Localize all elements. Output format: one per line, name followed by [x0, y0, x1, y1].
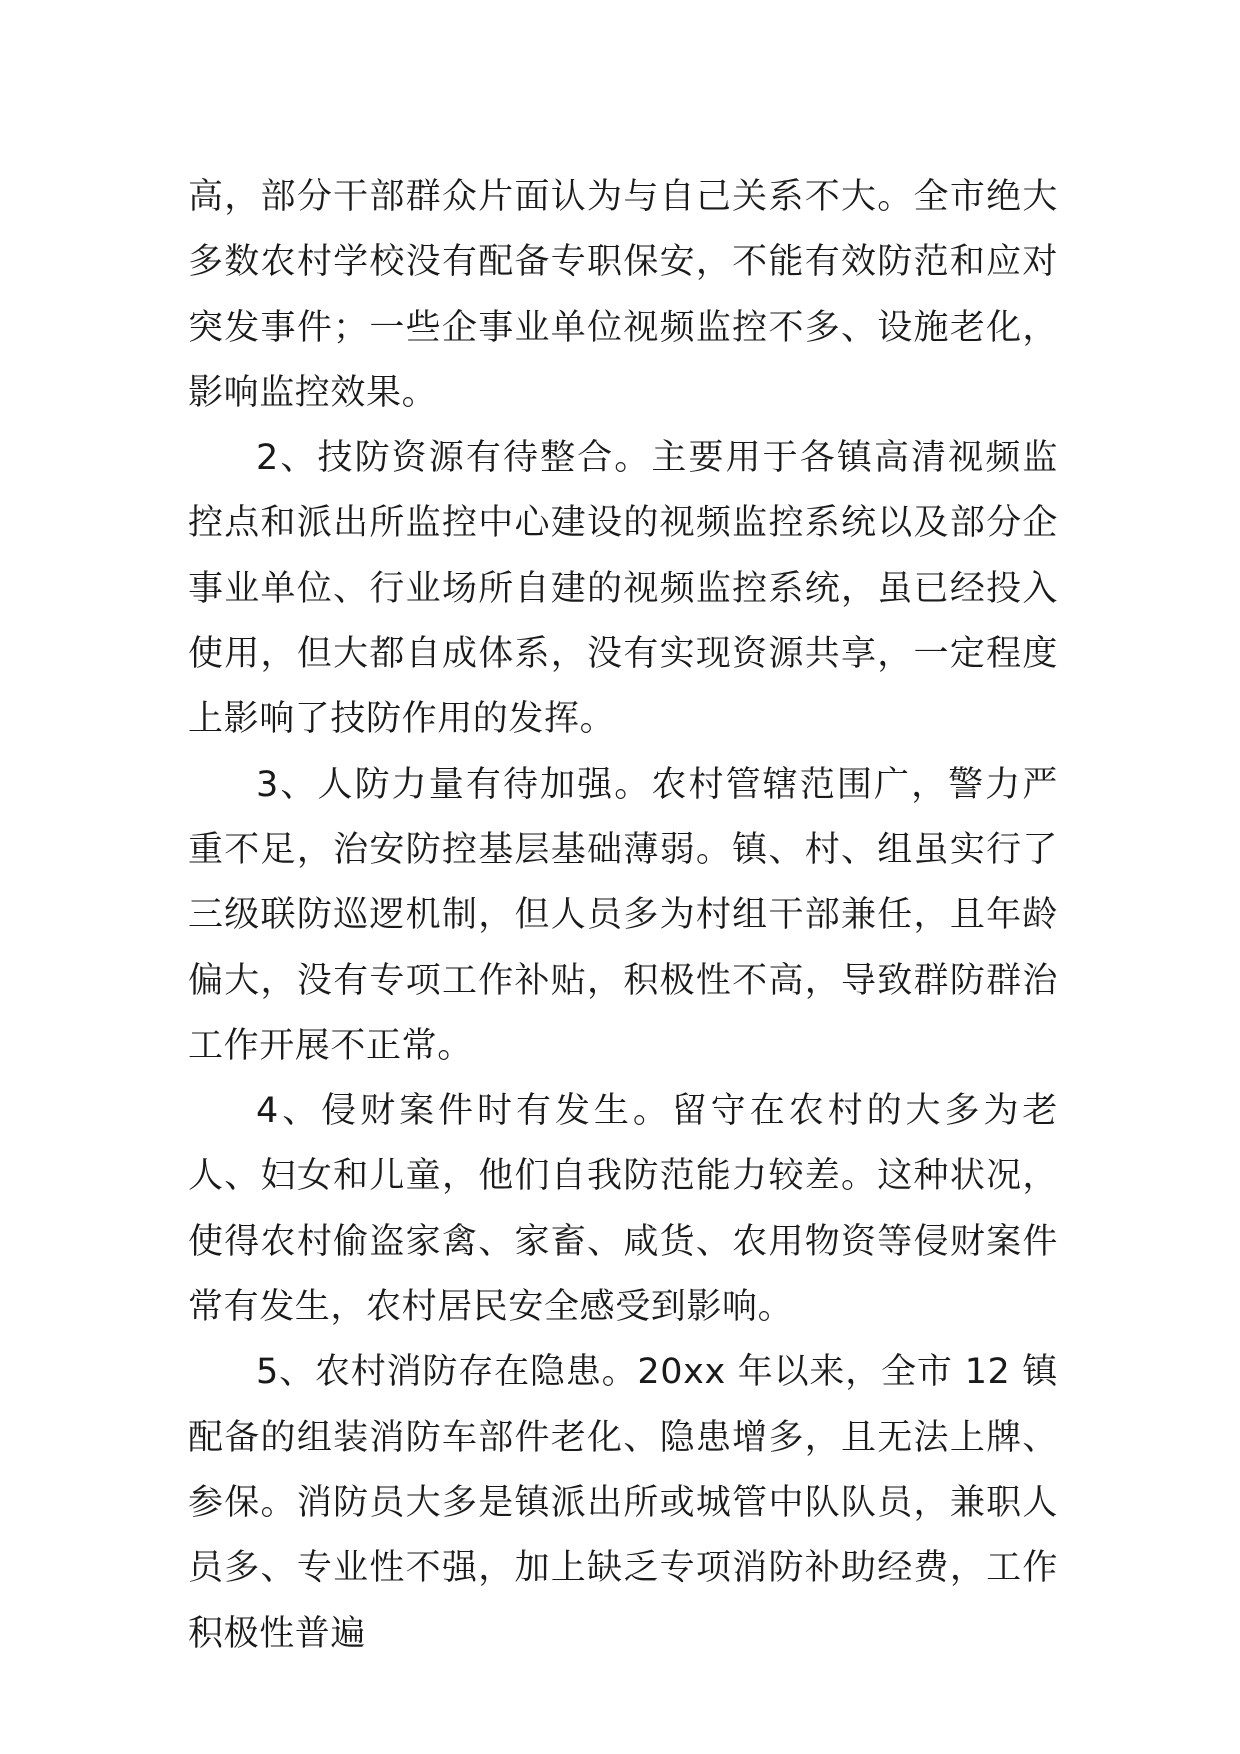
paragraph-property-crime: 4、侵财案件时有发生。留守在农村的大多为老人、妇女和儿童，他们自我防范能力较差。这种状况，使得农村偷盗家禽、家畜、咸货、农用物资等侵财案件常有发生，农村居民安全感受到影响。 — [188, 1091, 1058, 1328]
body-text — [188, 165, 1058, 1667]
paragraph-continued: 高，部分干部群众片面认为与自己关系不大。全市绝大多数农村学校没有配备专职保安，不能有效防范和应对突发事件；一些企事业单位视频监控不多、设施老化，影响监控效果。 — [188, 177, 1058, 413]
paragraph-human-defense: 3、人防力量有待加强。农村管辖范围广，警力严重不足，治安防控基层基础薄弱。镇、村、组虽实行了三级联防巡逻机制，但人员多为村组干部兼任，且年龄偏大，没有专项工作补贴，积极性不高，导致群防群治工作开展不正常。 — [188, 764, 1058, 1066]
paragraph-fire-safety: 5、农村消防存在隐患。20xx 年以来，全市 12 镇配备的组装消防车部件老化、隐患增多，且无法上牌、参保。消防员大多是镇派出所或城管中队队员，兼职人员多、专业性不强，加上缺乏专项消防补助经费，工作积极性普遍 — [188, 1352, 1058, 1654]
paragraph-tech-defense: 2、技防资源有待整合。主要用于各镇高清视频监控点和派出所监控中心建设的视频监控系统以及部分企事业单位、行业场所自建的视频监控系统，虽已经投入使用，但大都自成体系，没有实现资源共享，一定程度上影响了技防作用的发挥。 — [188, 438, 1058, 740]
